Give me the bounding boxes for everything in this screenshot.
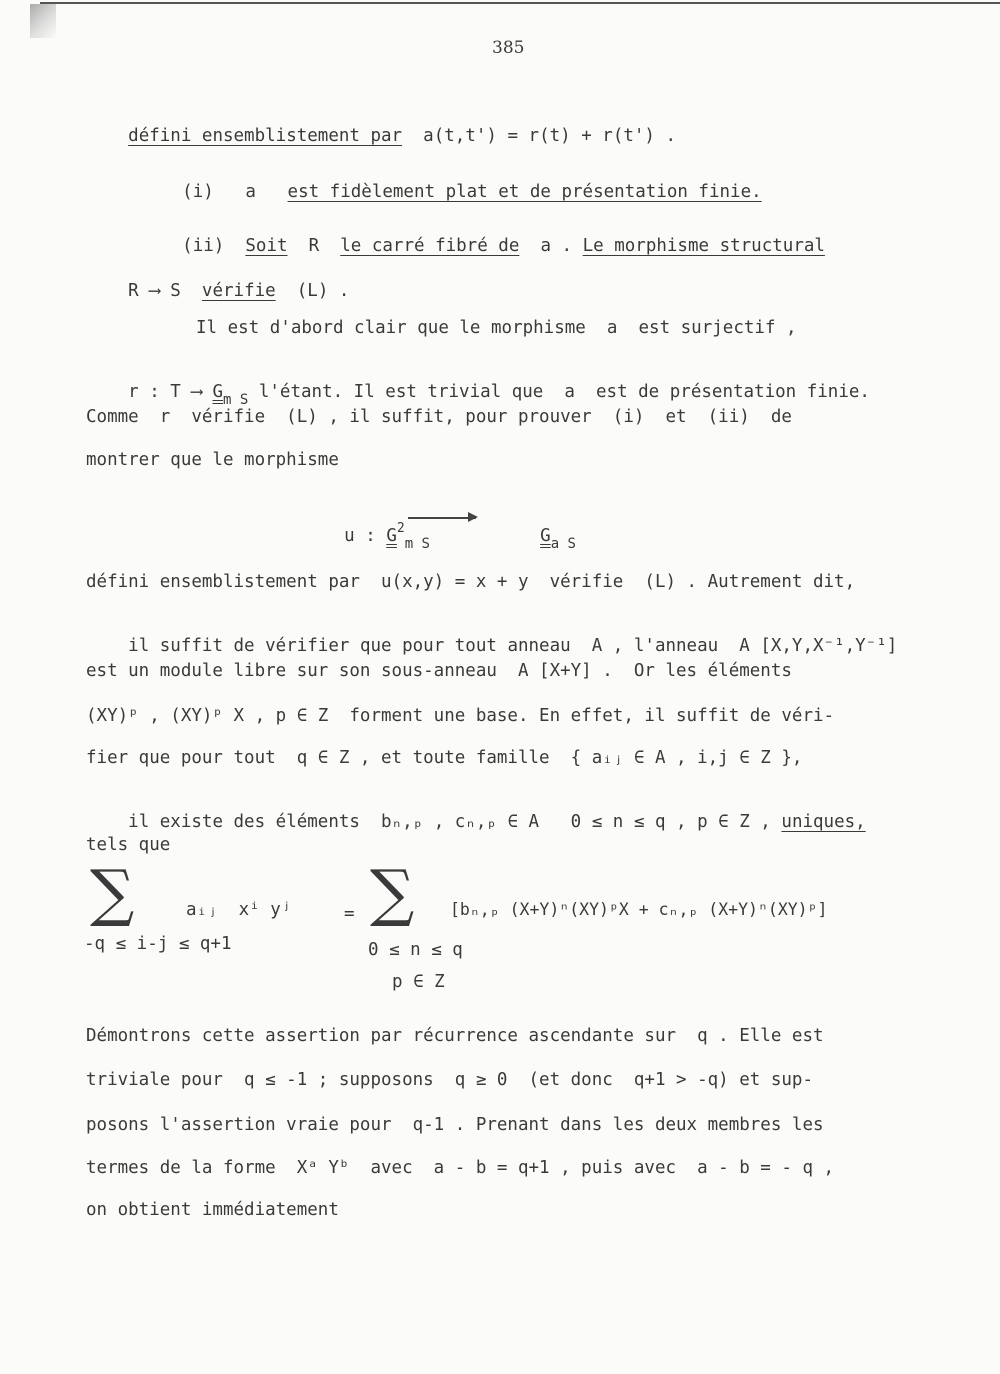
superscript: 2 (396, 521, 405, 536)
underlined-word: vérifie (201, 281, 276, 301)
underlined-phrase: le carré fibré de (340, 236, 520, 256)
scan-top-edge (40, 2, 1000, 4)
underlined-phrase: est fidèlement plat et de présentation finie. (287, 182, 762, 202)
symbol: R (308, 236, 320, 256)
formula: (L) . (296, 281, 350, 301)
text-line-17: triviale pour q ≤ -1 ; supposons q ≥ 0 (et donc q+1 > -q) et sup- (86, 1070, 813, 1090)
sum-symbol-icon: ∑ (90, 856, 135, 929)
item-i (140, 162, 762, 222)
text: l'étant. Il est trivial que a est de présentation finie. (258, 382, 870, 402)
group-symbol: G (540, 526, 551, 546)
text-line-11: est un module libre sur son sous-anneau A [X+Y] . Or les éléments (86, 661, 792, 681)
text-line-8: montrer que le morphisme (86, 450, 339, 470)
text-line-18: posons l'assertion vraie pour q-1 . Prenant dans les deux membres les (86, 1115, 824, 1135)
text-line-20: on obtient immédiatement (86, 1200, 339, 1220)
underlined-phrase: Le morphisme structural (582, 236, 825, 256)
equation-u (302, 506, 430, 566)
formula: [X,Y,X⁻¹,Y⁻¹] (760, 636, 898, 656)
underlined-phrase: défini ensemblistement par (128, 126, 403, 146)
text: il existe des éléments bₙ,ₚ , cₙ,ₚ ∈ A 0 ≤ n ≤ q , p ∈ Z , (128, 812, 771, 832)
sum-symbol-icon: ∑ (370, 856, 415, 929)
subscript: m S (223, 392, 249, 408)
symbol: a . (540, 236, 573, 256)
group-symbol: G (386, 526, 397, 546)
symbol: a (245, 182, 256, 202)
text-line-13: fier que pour tout q ∈ Z , et toute famille { aᵢⱼ ∈ A , i,j ∈ Z }, (86, 748, 803, 768)
arrow-icon (408, 517, 476, 519)
equation-left-term: aᵢⱼ xⁱ yʲ (186, 900, 292, 920)
equation-right-term: [bₙ,ₚ (X+Y)ⁿ(XY)ᵖX + cₙ,ₚ (X+Y)ⁿ(XY)ᵖ] (450, 900, 828, 919)
equation-u-target (498, 506, 576, 566)
group-symbol: G (212, 382, 224, 402)
text-line-12: (XY)ᵖ , (XY)ᵖ X , p ∈ Z forment une base. En effet, il suffit de véri- (86, 706, 835, 726)
subscript: m S (404, 536, 430, 552)
text-line-14 (86, 792, 866, 852)
item-label: (i) (182, 182, 214, 202)
item-label: (ii) (182, 236, 225, 256)
text-line-16: Démontrons cette assertion par récurrence ascendante sur q . Elle est (86, 1026, 824, 1046)
text-line-15: tels que (86, 835, 171, 855)
text-line-5: Il est d'abord clair que le morphisme a est surjectif , (196, 318, 797, 338)
formula: a(t,t') = r(t) + r(t') . (423, 126, 677, 146)
underlined-word: Soit (245, 236, 288, 256)
text: il suffit de vérifier que pour tout anneau A , l'anneau A (128, 636, 750, 656)
equation-left-range: -q ≤ i-j ≤ q+1 (84, 934, 232, 954)
equation-right-range-2: p ∈ Z (392, 972, 445, 992)
formula: u : (344, 526, 376, 546)
underlined-word: uniques, (781, 812, 866, 832)
text-line-4 (86, 261, 349, 321)
equals-sign: = (344, 904, 355, 924)
page-number: 385 (492, 38, 525, 58)
text-line-7: Comme r vérifie (L) , il suffit, pour prouver (i) et (ii) de (86, 407, 792, 427)
formula: R ⟶ S (128, 281, 181, 301)
text-line-9: défini ensemblistement par u(x,y) = x + y vérifie (L) . Autrement dit, (86, 572, 856, 592)
formula: r : T ⟶ (128, 382, 202, 402)
text-line-1 (86, 106, 676, 166)
text-line-19: termes de la forme Xᵃ Yᵇ avec a - b = q+1 , puis avec a - b = - q , (86, 1158, 835, 1178)
equation-right-range-1: 0 ≤ n ≤ q (368, 940, 463, 960)
scan-corner-mark (30, 4, 56, 38)
subscript: a S (550, 536, 576, 552)
